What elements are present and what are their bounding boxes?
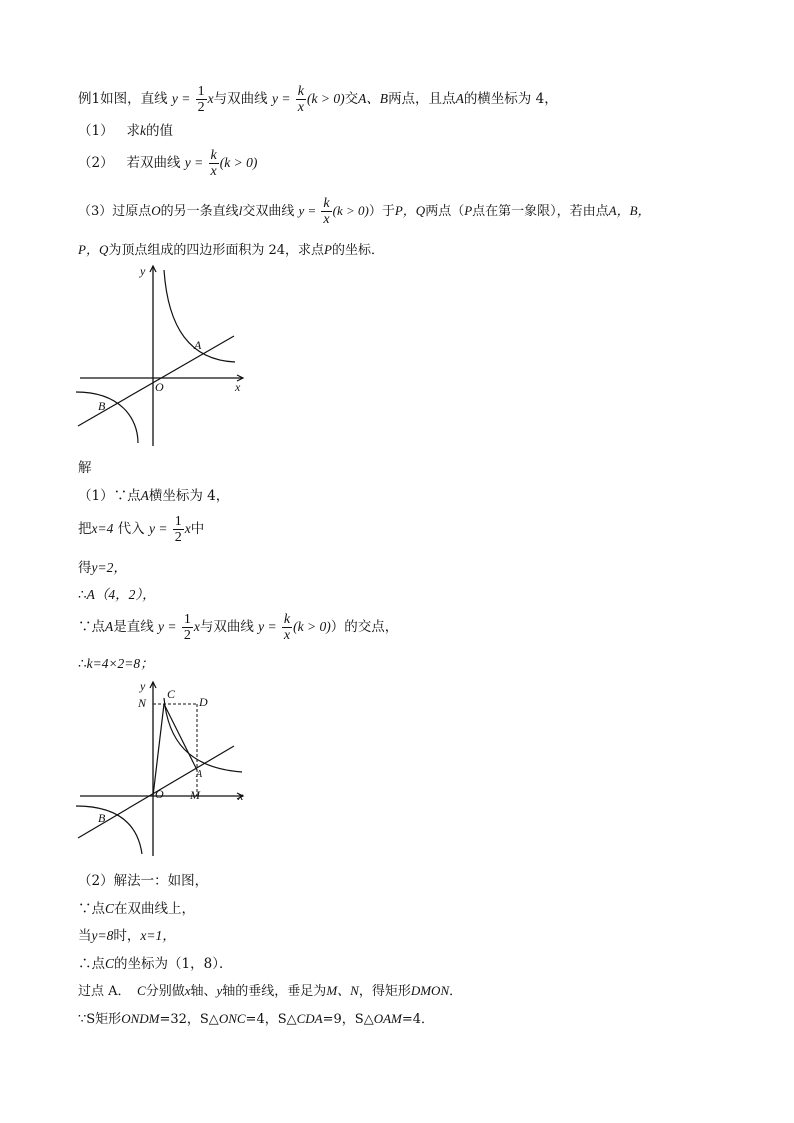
fig2-label-c: C (167, 687, 176, 701)
solution-step-6 (78, 654, 154, 674)
sol-s5-den: 2 (183, 628, 191, 643)
example-tail2: 的横坐标为 4， (463, 91, 558, 107)
q2-num: （2） (78, 155, 114, 171)
p2-l6b: =32，S△ (159, 1012, 219, 1027)
solution-step-3 (78, 558, 127, 578)
fig2-label-o: O (155, 787, 164, 801)
fig2-segment-ca (164, 704, 197, 770)
p2-l2a: ∵点 (78, 901, 105, 917)
q2-k-over-x (209, 148, 219, 179)
p2-l2b: 在双曲线上， (114, 901, 196, 917)
eq-y: y = (171, 91, 191, 106)
p2-l3b: y=8 (91, 928, 114, 943)
q3-l2b: 的坐标． (331, 243, 384, 258)
q3-l1b: 的另一条直线 (160, 204, 239, 219)
fig2-label-x: x (238, 789, 244, 803)
sol-s5-xd: x (283, 628, 291, 643)
sol-s2-x: x (184, 521, 191, 536)
p2-oam: OAM (373, 1011, 402, 1026)
fig2-label-a: A (196, 769, 203, 780)
sol-s2c: 中 (190, 521, 205, 537)
figure-1 (70, 258, 260, 448)
p2-mn: M、N (326, 983, 359, 998)
solution-step-2 (78, 514, 204, 545)
sol-s1-a: A (140, 488, 149, 503)
example-after-frac: 与双曲线 (213, 91, 268, 107)
sol-s5-k: k (283, 612, 291, 627)
q3-l1c: 交双曲线 (242, 204, 295, 219)
solution-step-5 (78, 612, 398, 643)
part2-line-4 (78, 954, 232, 974)
sol-s1: （1）∵点 (78, 488, 141, 504)
solution-step-1 (78, 486, 229, 506)
sol-s5b: 是直线 (113, 619, 154, 635)
p2-l5d: 轴的垂线，垂足为 (222, 984, 327, 999)
fig2-label-m: M (190, 788, 200, 802)
point-a: A (455, 91, 464, 106)
sol-s2-num: 1 (174, 514, 182, 529)
p2-c: C (105, 901, 115, 916)
q3-l2: 为顶点组成的四边形面积为 24，求点 (108, 243, 325, 258)
p2-l4a: ∴点 (78, 956, 105, 972)
sol-s4b: A（4，2）， (86, 587, 156, 602)
fig1-label-o: O (155, 380, 164, 394)
q3-l: l (238, 203, 243, 218)
sol-s5-x: x (193, 619, 200, 634)
sol-s5: ∵点 (78, 619, 105, 635)
fig2-label-d: D (199, 695, 208, 709)
sol-s2a: 把 (78, 521, 92, 537)
p2-l5b: 分别做 (145, 984, 185, 999)
fig1-label-y: y (140, 264, 146, 278)
q1-text: 求 (126, 123, 140, 139)
example-after-hyper: 交 (344, 91, 359, 107)
k-over-x (296, 84, 306, 115)
q1-var: k (139, 123, 146, 138)
sol-s5-y: y = (158, 619, 177, 634)
sol-s5-num: 1 (183, 612, 191, 627)
q3-pq2: P，Q (78, 242, 109, 257)
sol-s2-half (173, 514, 184, 545)
points-ab: A、B (358, 91, 389, 106)
part2-line-1 (78, 871, 208, 891)
q1-num: （1） (78, 123, 114, 139)
example-line (78, 84, 558, 115)
q3-k: k (323, 196, 330, 211)
q1-tail: 的值 (145, 123, 173, 139)
p2-l6e: =4． (401, 1012, 435, 1027)
q3-l1e: 两点（ (425, 204, 465, 219)
half-den: 2 (197, 100, 205, 115)
q3-k-over-x (321, 196, 331, 227)
solution-step-4 (78, 585, 156, 605)
sol-s5c: 与双曲线 (199, 619, 254, 635)
q3-pq: P，Q (394, 203, 426, 218)
p2-l5f: ． (449, 984, 463, 999)
sol-s5-a: A (105, 619, 114, 634)
p2-l3d: x=1， (140, 928, 176, 943)
fig1-label-a: A (194, 338, 202, 352)
sol-s5-kpos: (k > 0) (293, 619, 331, 634)
part2-line-3 (78, 926, 176, 946)
x-den: x (297, 100, 304, 115)
p2-l6: ∵S矩形 (78, 1012, 122, 1027)
sol-s3b: y=2， (91, 560, 127, 575)
sol-s1b: 横坐标为 4， (148, 488, 230, 504)
q3-l1d: ）于 (368, 204, 395, 219)
k-num: k (297, 84, 304, 99)
q3-k-positive: (k > 0) (332, 203, 369, 218)
p2-c2: C (105, 956, 115, 971)
half-fraction (196, 84, 207, 115)
p2-l6d: =9，S△ (322, 1012, 374, 1027)
fig2-label-n: N (138, 696, 147, 710)
q3-o: O (151, 203, 161, 218)
q2-k: k (210, 148, 217, 163)
q3-p2: P (324, 242, 332, 257)
fig1-hyperbola-q3 (76, 392, 138, 443)
q2-eq-y: y = (184, 155, 204, 170)
sol-s5-half (182, 612, 193, 643)
fig2-label-y: y (140, 679, 146, 693)
part2-line-6 (78, 1009, 434, 1030)
part2-line-5 (78, 981, 462, 1002)
q3-l1f: 点在第一象限），若由点 (472, 204, 609, 219)
question-1 (78, 121, 173, 141)
sol-s2-y: y = (148, 521, 168, 536)
half-num: 1 (197, 84, 205, 99)
p2-l5e: ，得矩形 (358, 984, 411, 999)
sol-s4: ∴ (78, 587, 87, 603)
question-3-line-1 (78, 196, 651, 227)
q3-eq-y: y = (298, 203, 317, 218)
p2-c3: C (137, 983, 146, 998)
q2-text: 若双曲线 (126, 155, 181, 171)
part2-line-2 (78, 899, 195, 919)
sol-s5-y2: y = (258, 619, 277, 634)
p2-l1: （2）解法一：如图， (78, 873, 209, 889)
p2-l5: 过点 A． (78, 984, 138, 999)
q3-l1: （3）过原点 (78, 204, 152, 219)
p2-l6c: =4，S△ (245, 1012, 297, 1027)
figure-2 (70, 676, 260, 862)
p2-l3: 当 (78, 928, 92, 944)
p2-cda: CDA (296, 1011, 323, 1026)
sol-s6b: k=4×2=8； (86, 656, 154, 671)
p2-l4b: 的坐标为（1，8）． (114, 956, 233, 972)
q3-ab: A，B， (608, 203, 651, 218)
p2-onc: ONC (218, 1011, 246, 1026)
var-x: x (207, 91, 214, 106)
p2-l5c: 轴、 (190, 984, 217, 999)
fig2-hyperbola-q1 (164, 698, 242, 772)
sol-s2b: 代入 (117, 521, 145, 537)
q3-x: x (323, 212, 330, 227)
sol-x4: x=4 (91, 521, 114, 536)
q2-x: x (210, 164, 217, 179)
sol-s2-den: 2 (174, 530, 182, 545)
p2-l3c: 时， (113, 928, 141, 944)
sol-s5-kx (282, 612, 292, 643)
p2-yaxis: y (216, 983, 223, 998)
example-prefix: 例1如图，直线 (78, 91, 168, 107)
p2-ondm: ONDM (121, 1011, 160, 1026)
sol-s6: ∴ (78, 656, 87, 672)
solution-title (78, 458, 92, 478)
sol-s3: 得 (78, 560, 92, 576)
fig2-hyperbola-q3 (76, 806, 142, 854)
example-tail: 两点，且点 (388, 91, 456, 107)
q2-k-positive: (k > 0) (219, 155, 258, 170)
p2-xaxis: x (184, 983, 191, 998)
question-2 (78, 148, 257, 179)
sol-s5d: ）的交点， (330, 619, 399, 635)
k-positive: (k > 0) (306, 91, 345, 106)
fig2-label-b: B (98, 811, 106, 825)
eq-y-2: y = (271, 91, 291, 106)
fig1-label-x: x (235, 380, 241, 394)
fig1-label-b: B (98, 399, 106, 413)
fig2-segment-oc (153, 704, 164, 796)
q3-p: P (464, 203, 473, 218)
sol-title: 解 (78, 460, 92, 476)
p2-dmon: DMON (410, 983, 450, 998)
